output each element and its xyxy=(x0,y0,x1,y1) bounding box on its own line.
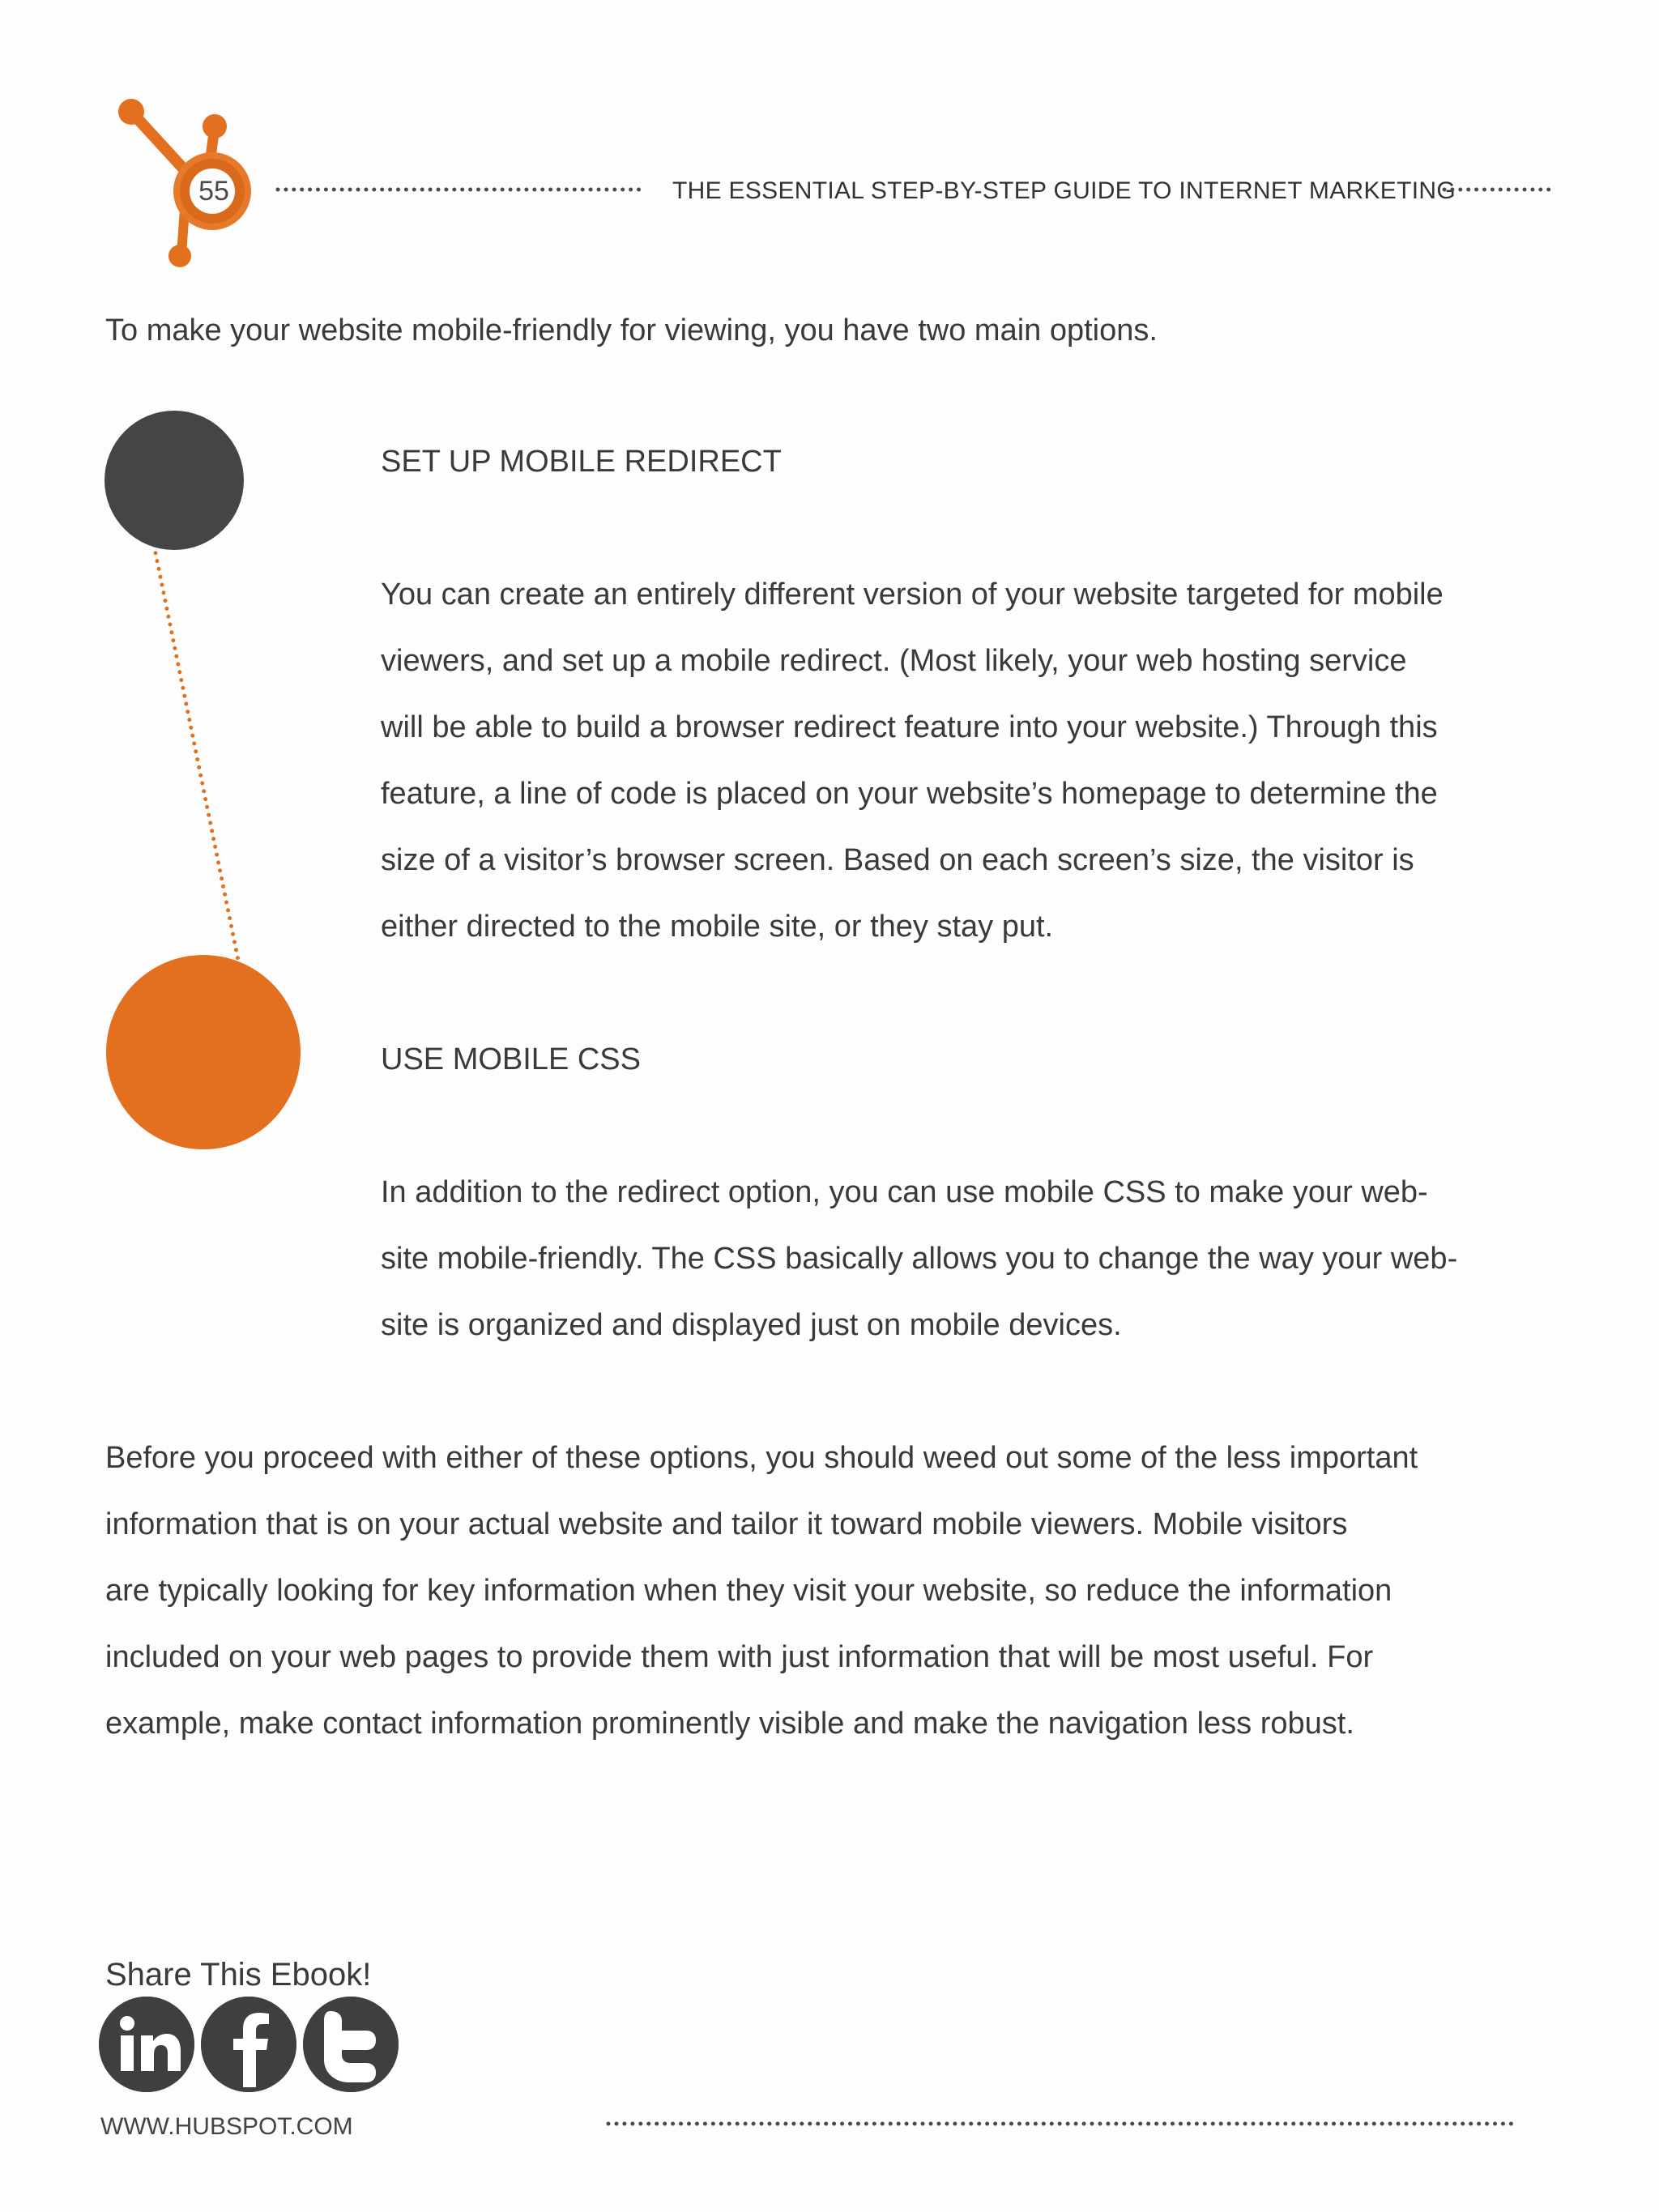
paragraph-line: either directed to the mobile site, or they stay put. xyxy=(381,910,1054,944)
section-marker-dark xyxy=(104,411,244,550)
share-label: Share This Ebook! xyxy=(105,1957,372,1993)
paragraph-line: included on your web pages to provide them with just information that will be most useful. For xyxy=(105,1640,1374,1674)
header-dotted-rule-right xyxy=(1442,181,1555,198)
header-dotted-rule-left xyxy=(275,181,644,198)
paragraph-line: site is organized and displayed just on mobile devices. xyxy=(381,1308,1122,1342)
paragraph-line: You can create an entirely different version of your website targeted for mobile xyxy=(381,578,1444,612)
paragraph-line: example, make contact information prominently visible and make the navigation less robust. xyxy=(105,1707,1354,1741)
page-number: 55 xyxy=(198,176,229,207)
closing-paragraph xyxy=(105,1425,1418,1757)
twitter-icon xyxy=(303,1997,399,2092)
paragraph-line: will be able to build a browser redirect feature into your website.) Through this xyxy=(381,710,1438,744)
paragraph-line: feature, a line of code is placed on your website’s homepage to determine the xyxy=(381,777,1438,811)
twitter-share-button[interactable] xyxy=(303,1997,399,2092)
facebook-icon xyxy=(201,1997,296,2092)
website-link[interactable]: WWW.HUBSPOT.COM xyxy=(100,2113,353,2140)
section-body-mobile-redirect xyxy=(381,561,1444,960)
paragraph-line: are typically looking for key information when they visit your website, so reduce the information xyxy=(105,1574,1392,1608)
facebook-share-button[interactable] xyxy=(201,1997,296,2092)
paragraph-line: site mobile-friendly. The CSS basically allows you to change the way your web- xyxy=(381,1242,1458,1276)
section-marker-orange xyxy=(106,955,301,1149)
section-heading-mobile-css: USE MOBILE CSS xyxy=(381,1042,641,1076)
paragraph-line: Before you proceed with either of these options, you should weed out some of the less important xyxy=(105,1441,1418,1475)
paragraph-line: size of a visitor’s browser screen. Based on each screen’s size, the visitor is xyxy=(381,843,1414,877)
paragraph-line: viewers, and set up a mobile redirect. (Most likely, your web hosting service xyxy=(381,644,1407,678)
section-body-mobile-css xyxy=(381,1159,1457,1358)
section-timeline xyxy=(97,401,324,1162)
hubspot-sprocket-icon xyxy=(104,96,266,274)
intro-paragraph: To make your website mobile-friendly for viewing, you have two main options. xyxy=(105,313,1158,347)
linkedin-icon xyxy=(99,1997,194,2092)
linkedin-share-button[interactable] xyxy=(99,1997,194,2092)
paragraph-line: information that is on your actual website and tailor it toward mobile viewers. Mobile visitors xyxy=(105,1507,1348,1541)
running-title: THE ESSENTIAL STEP-BY-STEP GUIDE TO INTERNET MARKETING xyxy=(672,177,1456,204)
paragraph-line: In addition to the redirect option, you can use mobile CSS to make your web- xyxy=(381,1175,1428,1209)
footer-dotted-rule xyxy=(606,2116,1515,2132)
section-heading-mobile-redirect: SET UP MOBILE REDIRECT xyxy=(381,445,782,479)
